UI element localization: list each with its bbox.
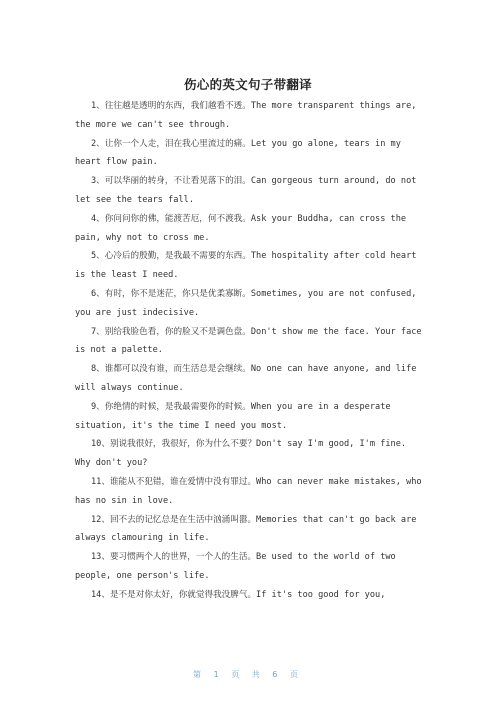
paragraph: 9、你绝情的时候，是我最需要你的时候。When you are in a desperate situation, it's the time I need you most.	[75, 401, 391, 431]
paragraph: 3、可以华丽的转身，不让看见落下的泪。Can gorgeous turn around, do not let see the tears fall.	[75, 176, 417, 205]
paragraph: 10、别说我很好，我很好，你为什么不要？Don't say I'm good, I'm fine. Why don't you?	[75, 439, 407, 469]
paragraph: 13、要习惯两个人的世界，一个人的生活。Be used to the world of two people, one person's life.	[75, 552, 396, 581]
paragraph: 14、是不是对你太好，你就觉得我没脾气。If it's too good for you,	[91, 589, 386, 600]
paragraph: 4、你问问你的佛，能渡苦厄，何不渡我。Ask your Buddha, can cross the pain, why not to cross me.	[75, 213, 407, 243]
document-body	[75, 97, 423, 605]
paragraph: 11、谁能从不犯错，谁在爱情中没有罪过。Who can never make mistakes, who has no sin in love.	[75, 476, 422, 506]
document-title: 伤心的英文句子带翻译	[183, 77, 312, 92]
paragraph: 7、别给我脸色看，你的脸又不是调色盘。Don't show me the face. Your face is not a palette.	[75, 326, 422, 356]
paragraph: 5、心冷后的殷勤，是我最不需要的东西。The hospitality after cold heart is the least I need.	[75, 251, 417, 281]
paragraph: 6、有时，你不是迷茫，你只是优柔寡断。Sometimes, you are not confused, you are just indecisive.	[75, 288, 417, 318]
page-footer: 第 1 页 共 6 页	[193, 670, 303, 679]
paragraph: 1、往往越是透明的东西，我们越看不透。The more transparent things are, the more we can't see through.	[75, 101, 417, 130]
paragraph: 12、回不去的记忆总是在生活中汹涌叫嚣。Memories that can't go back are always clamouring in life.	[75, 514, 417, 544]
paragraph: 8、谁都可以没有谁，而生活总是会继续。No one can have anyone, and life will always continue.	[75, 364, 417, 393]
paragraph: 2、让你一个人走，泪在我心里流过的痛。Let you go alone, tears in my heart flow pain.	[75, 138, 401, 168]
